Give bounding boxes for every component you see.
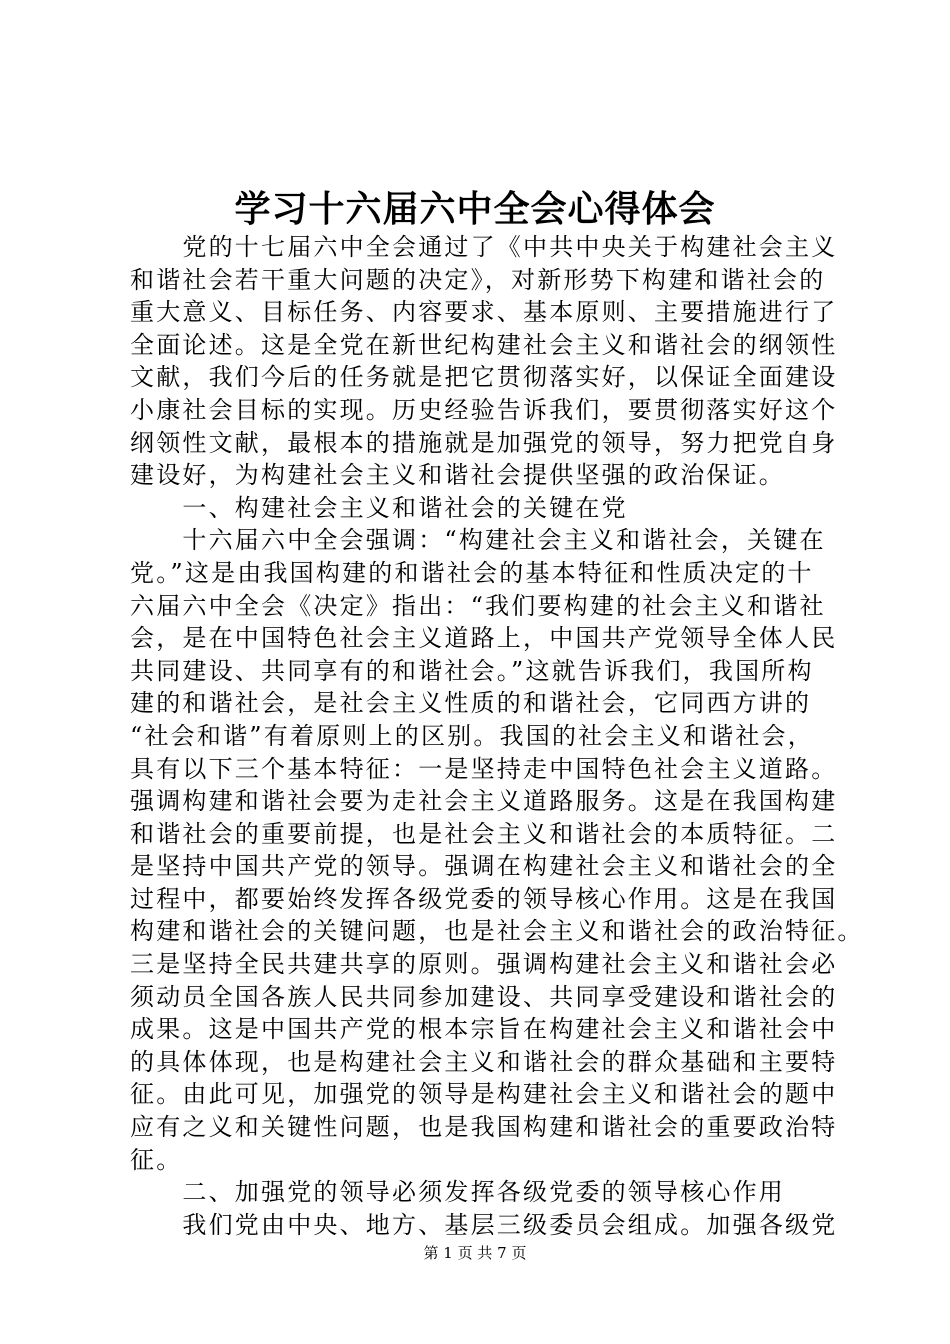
body-text-line: 具有以下三个基本特征：一是坚持走中国特色社会主义道路。	[130, 754, 838, 783]
body-text-line: 六届六中全会《决定》指出：“我们要构建的社会主义和谐社	[130, 591, 826, 620]
body-text-line: 应有之义和关键性问题，也是我国构建和谐社会的重要政治特	[130, 1113, 838, 1142]
body-text-line: 三是坚持全民共建共享的原则。强调构建社会主义和谐社会必	[130, 950, 838, 979]
body-text-line: 小康社会目标的实现。历史经验告诉我们，要贯彻落实好这个	[130, 395, 838, 424]
body-text-line: 强调构建和谐社会要为走社会主义道路服务。这是在我国构建	[130, 787, 838, 816]
body-text-line: 二、加强党的领导必须发挥各级党委的领导核心作用	[130, 1178, 785, 1207]
body-text-line: 须动员全国各族人民共同参加建设、共同享受建设和谐社会的	[130, 982, 838, 1011]
body-text-line: 文献，我们今后的任务就是把它贯彻落实好，以保证全面建设	[130, 363, 838, 392]
body-text-line: 构建和谐社会的关键问题，也是社会主义和谐社会的政治特征。	[130, 917, 864, 946]
body-text-line: 征。	[130, 1145, 183, 1174]
body-text-line: 共同建设、共同享有的和谐社会。”这就告诉我们，我国所构	[130, 656, 814, 685]
body-text-line: 会，是在中国特色社会主义道路上，中国共产党领导全体人民	[130, 624, 838, 653]
body-text-line: 我们党由中央、地方、基层三级委员会组成。加强各级党	[130, 1210, 838, 1239]
body-text-line: 纲领性文献，最根本的措施就是加强党的领导，努力把党自身	[130, 428, 838, 457]
body-text-line: 成果。这是中国共产党的根本宗旨在构建社会主义和谐社会中	[130, 1015, 838, 1044]
body-text-line: 过程中，都要始终发挥各级党委的领导核心作用。这是在我国	[130, 884, 838, 913]
body-text-line: 建设好，为构建社会主义和谐社会提供坚强的政治保证。	[130, 461, 785, 490]
body-text-line: 和谐社会若干重大问题的决定》，对新形势下构建和谐社会的	[130, 265, 826, 294]
document-body	[130, 231, 864, 1241]
document-title: 学习十六届六中全会心得体会	[234, 188, 716, 230]
body-text-line: 党的十七届六中全会通过了《中共中央关于构建社会主义	[130, 233, 838, 261]
body-text-line: 建的和谐社会，是社会主义性质的和谐社会，它同西方讲的	[130, 689, 812, 718]
body-text-line: 的具体体现，也是构建社会主义和谐社会的群众基础和主要特	[130, 1047, 838, 1076]
body-text-line: 和谐社会的重要前提，也是社会主义和谐社会的本质特征。二	[130, 819, 838, 848]
body-text-line: 十六届六中全会强调：“构建社会主义和谐社会，关键在	[130, 526, 826, 555]
body-text-line: 党。”这是由我国构建的和谐社会的基本特征和性质决定的十	[130, 558, 814, 587]
body-text-line: 征。由此可见，加强党的领导是构建社会主义和谐社会的题中	[130, 1080, 838, 1109]
body-text-line: “社会和谐”有着原则上的区别。我国的社会主义和谐社会，	[130, 721, 814, 750]
body-text-line: 一、构建社会主义和谐社会的关键在党	[130, 493, 628, 522]
page-footer: 第 1 页 共 7 页	[423, 1244, 527, 1262]
body-text-line: 是坚持中国共产党的领导。强调在构建社会主义和谐社会的全	[130, 852, 838, 881]
body-text-line: 全面论述。这是全党在新世纪构建社会主义和谐社会的纲领性	[130, 330, 838, 359]
body-text-line: 重大意义、目标任务、内容要求、基本原则、主要措施进行了	[130, 298, 838, 327]
